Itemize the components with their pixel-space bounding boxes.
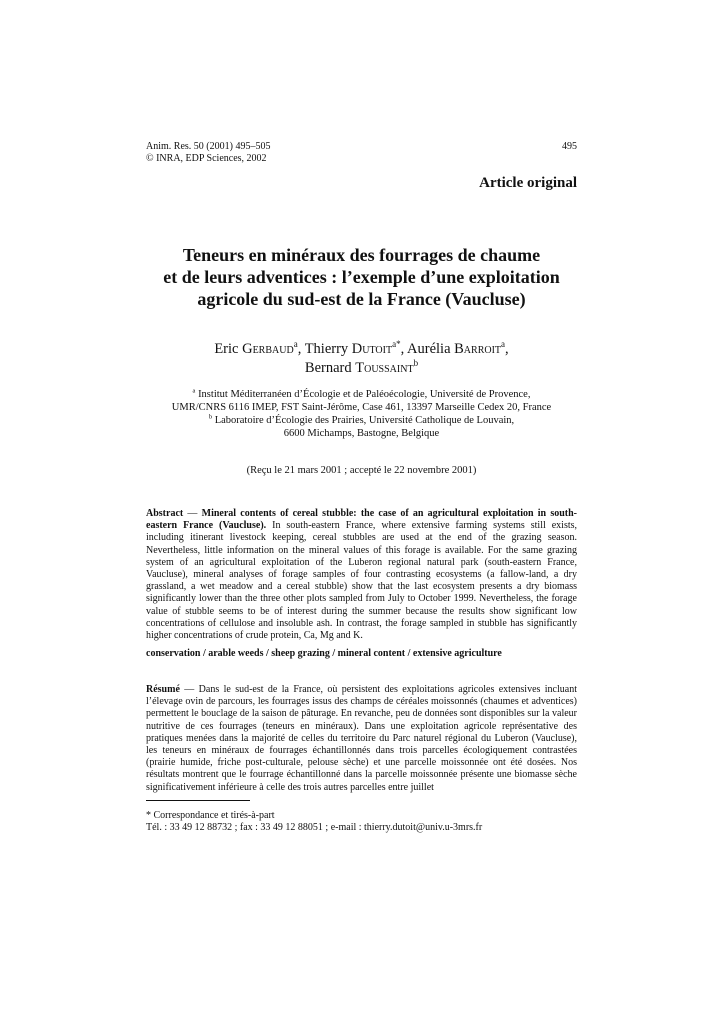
author-last-name: Barroit [454,341,502,357]
article-type: Article original [479,175,577,191]
abstract-label: Abstract [146,508,184,519]
footnote-line: * Correspondance et tirés-à-part [146,810,275,821]
resume-label: Résumé [146,684,180,695]
affiliations [146,388,577,440]
resume-text: — Dans le sud-est de la France, où persistent des exploitations agricoles extensives incluant l’élevage ovin de parcours, les fourrages issus des champs de céréales moissonnés (chaumes et adventices) permettent le bouclage de la saison de pâturage. En revanche, peu de données sont disponibles sur la valeur nutritive de ces fourrages (teneurs en minéraux). Dans une exploitation agricole représentative des pratiques menées dans la majorité de celles du territoire du Parc naturel régional du Luberon (Vaucluse), les teneurs en minéraux de fourrages échantillonnés dans trois parcelles écologiquement contrastées (prairie humide, friche post-culturale, pelouse sèche) et une parcelle moissonnée ont été dosées. Nos résultats montrent que le fourrage échantillonné dans la parcelle moissonnée présente une biomasse sèche significativement inférieure à celle des trois autres parcelles entre juillet [146,684,577,793]
footnote [146,810,577,834]
copyright-line: © INRA, EDP Sciences, 2002 [146,153,267,164]
keywords: conservation / arable weeds / sheep grazing / mineral content / extensive agriculture [146,648,502,659]
author-first-name: Bernard [304,360,356,376]
title-line: Teneurs en minéraux des fourrages de chaume [182,245,541,265]
page-number: 495 [562,141,577,152]
author-list: Eric Gerbaud$^a$, Thierry Dutoit$^{a*}$, Aurélia Barroit$^a$, Bernard Toussaint$^b$ [214,339,509,376]
abstract-title: Mineral contents of cereal stubble: the case of an agricultural exploitation in south-eastern France (Vaucluse). [146,508,577,532]
affiliation-line: Laboratoire d’Écologie des Prairies, Université Catholique de Louvain, [212,415,515,426]
author-last-name: Dutoit [351,341,393,357]
affiliation-mark: a [293,339,298,350]
affiliation-line: 6600 Michamps, Bastogne, Belgique [283,428,440,439]
affiliation-line: Institut Méditerranéen d’Écologie et de Paléoécologie, Université de Provence, [195,389,531,400]
running-header [146,141,577,165]
title-line: agricole du sud-est de la France (Vaucluse) [197,289,526,309]
journal-citation: Anim. Res. 50 (2001) 495–505 [146,141,271,152]
abstract-text: In south-eastern France, where extensive farming systems still exists, including itinerant livestock keeping, cereal stubbles are used at the end of the grazing season. Nevertheless, little information on the mineral values of this forage is available. For the same grazing system of an agricultural exploitation of the Luberon regional natural park (south-eastern France, Vaucluse), mineral analyses of forage samples of four contrasting ecosystems (a fallow-land, a dry grassland, a wet meadow and a cereal stubble) show that the last ecosystem presents a dry biomass significantly lower than the three other plots sampled from July to October 1999. Nevertheless, the forage value of stubble seems to be of interest during the summer because the results show significant low concentrations of cellulose and insoluble ash. In contrast, the forage sampled in stubble has significantly higher concentrations of crude protein, Ca, Mg and K. [146,520,578,642]
author-first-name: Eric [214,341,243,357]
abstract [146,508,577,642]
affiliation-mark: a [192,387,196,395]
title-line: et de leurs adventices : l’exemple d’une exploitation [163,267,560,287]
paper-title [146,244,577,310]
author-last-name: Toussaint [355,360,414,376]
abstract-dash: — [183,508,202,519]
affiliation-mark: b [413,358,419,369]
footnote-divider [146,800,250,801]
resume [146,684,577,794]
affiliation-mark: a [392,339,397,350]
author-first-name: Thierry [304,341,352,357]
corresponding-mark: * [396,339,401,350]
affiliation-mark: b [208,413,213,421]
received-dates: (Reçu le 21 mars 2001 ; accepté le 22 novembre 2001) [246,465,477,476]
author-first-name: Aurélia [407,341,455,357]
author-last-name: Gerbaud [242,341,294,357]
affiliation-line: UMR/CNRS 6116 IMEP, FST Saint-Jérôme, Case 461, 13397 Marseille Cedex 20, France [171,402,552,413]
affiliation-mark: a [501,339,506,350]
footnote-contact: Tél. : 33 49 12 88732 ; fax : 33 49 12 88051 ; e-mail : thierry.dutoit@univ.u-3mrs.fr [146,822,483,833]
